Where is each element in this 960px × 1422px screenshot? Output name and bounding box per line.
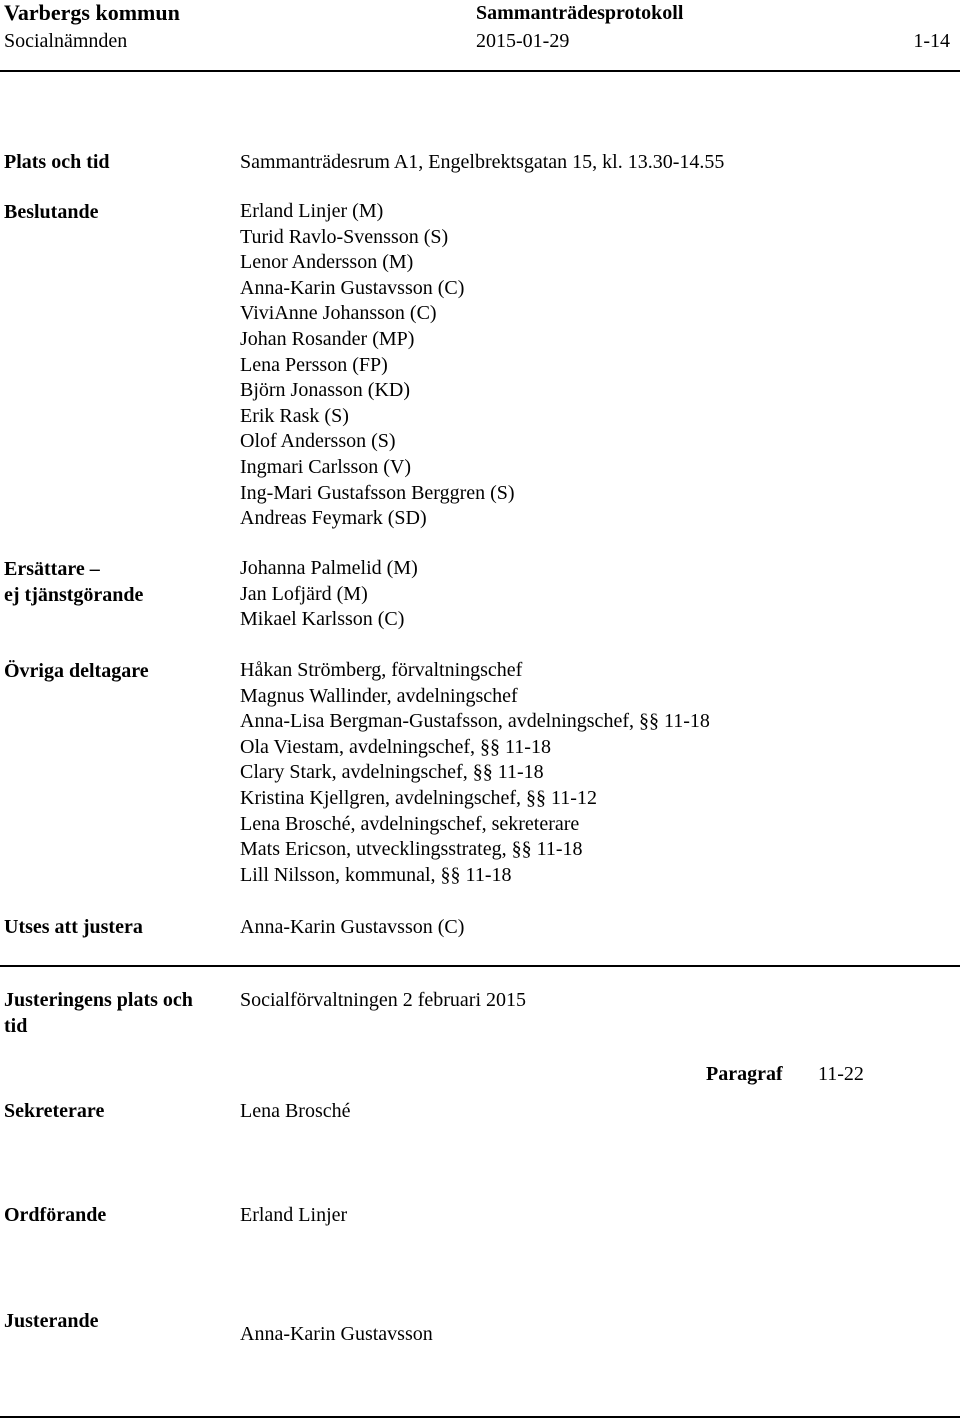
footer-divider xyxy=(0,1416,960,1418)
decision-label: Beslutande xyxy=(4,201,99,223)
list-item: Turid Ravlo-Svensson (S) xyxy=(240,225,449,248)
list-item: Clary Stark, avdelningschef, §§ 11-18 xyxy=(240,761,544,784)
adjust-place-value: Socialförvaltningen 2 februari 2015 xyxy=(240,989,527,1011)
adjuster-name: Anna-Karin Gustavsson xyxy=(240,1323,433,1345)
substitutes-label-line2: ej tjänstgörande xyxy=(4,584,144,606)
adjust-place-label: Justeringens plats och xyxy=(4,989,193,1011)
decision-members-list xyxy=(240,199,515,532)
adjuster-appointed-label: Utses att justera xyxy=(4,916,143,938)
secretary-label: Sekreterare xyxy=(4,1100,105,1122)
substitutes-list xyxy=(240,556,418,633)
adjuster-appointed-value: Anna-Karin Gustavsson (C) xyxy=(240,916,465,938)
page-range: 1-14 xyxy=(913,30,950,52)
paragraph-label: Paragraf xyxy=(706,1063,783,1085)
list-item: ViviAnne Johansson (C) xyxy=(240,302,437,325)
section-divider xyxy=(0,965,960,967)
list-item: Anna-Lisa Bergman-Gustafsson, avdelningschef, §§ 11-18 xyxy=(240,710,710,733)
adjust-place-label-line2: tid xyxy=(4,1015,28,1037)
list-item: Olof Andersson (S) xyxy=(240,430,396,453)
adjuster-label: Justerande xyxy=(4,1310,99,1332)
list-item: Magnus Wallinder, avdelningschef xyxy=(240,684,518,707)
list-item: Ola Viestam, avdelningschef, §§ 11-18 xyxy=(240,735,551,758)
meeting-date: 2015-01-29 xyxy=(476,30,570,52)
list-item: Lena Persson (FP) xyxy=(240,353,388,376)
others-list xyxy=(240,658,710,888)
secretary-name: Lena Brosché xyxy=(240,1100,351,1122)
list-item: Björn Jonasson (KD) xyxy=(240,379,410,402)
others-label: Övriga deltagare xyxy=(4,660,149,682)
place-label: Plats och tid xyxy=(4,151,110,173)
list-item: Erland Linjer (M) xyxy=(240,200,384,222)
list-item: Mats Ericson, utvecklingsstrateg, §§ 11-18 xyxy=(240,838,583,861)
list-item: Johanna Palmelid (M) xyxy=(240,557,418,579)
list-item: Kristina Kjellgren, avdelningschef, §§ 11-12 xyxy=(240,786,597,809)
list-item: Anna-Karin Gustavsson (C) xyxy=(240,276,465,299)
list-item: Ingmari Carlsson (V) xyxy=(240,455,412,478)
paragraph-value: 11-22 xyxy=(818,1063,864,1085)
list-item: Johan Rosander (MP) xyxy=(240,327,415,350)
header-divider xyxy=(0,70,960,72)
place-value: Sammanträdesrum A1, Engelbrektsgatan 15, kl. 13.30-14.55 xyxy=(240,151,725,173)
substitutes-label: Ersättare – xyxy=(4,558,100,580)
list-item: Lena Brosché, avdelningschef, sekreterare xyxy=(240,812,580,835)
list-item: Ing-Mari Gustafsson Berggren (S) xyxy=(240,481,515,504)
list-item: Mikael Karlsson (C) xyxy=(240,608,405,631)
committee-name: Socialnämnden xyxy=(4,30,128,52)
list-item: Erik Rask (S) xyxy=(240,404,349,427)
chair-name: Erland Linjer xyxy=(240,1204,348,1226)
list-item: Lenor Andersson (M) xyxy=(240,251,414,274)
document-type: Sammanträdesprotokoll xyxy=(476,2,684,24)
list-item: Lill Nilsson, kommunal, §§ 11-18 xyxy=(240,863,512,886)
list-item: Håkan Strömberg, förvaltningschef xyxy=(240,659,523,681)
list-item: Andreas Feymark (SD) xyxy=(240,507,427,530)
list-item: Jan Lofjärd (M) xyxy=(240,582,368,605)
chair-label: Ordförande xyxy=(4,1204,107,1226)
org-name: Varbergs kommun xyxy=(4,0,180,25)
